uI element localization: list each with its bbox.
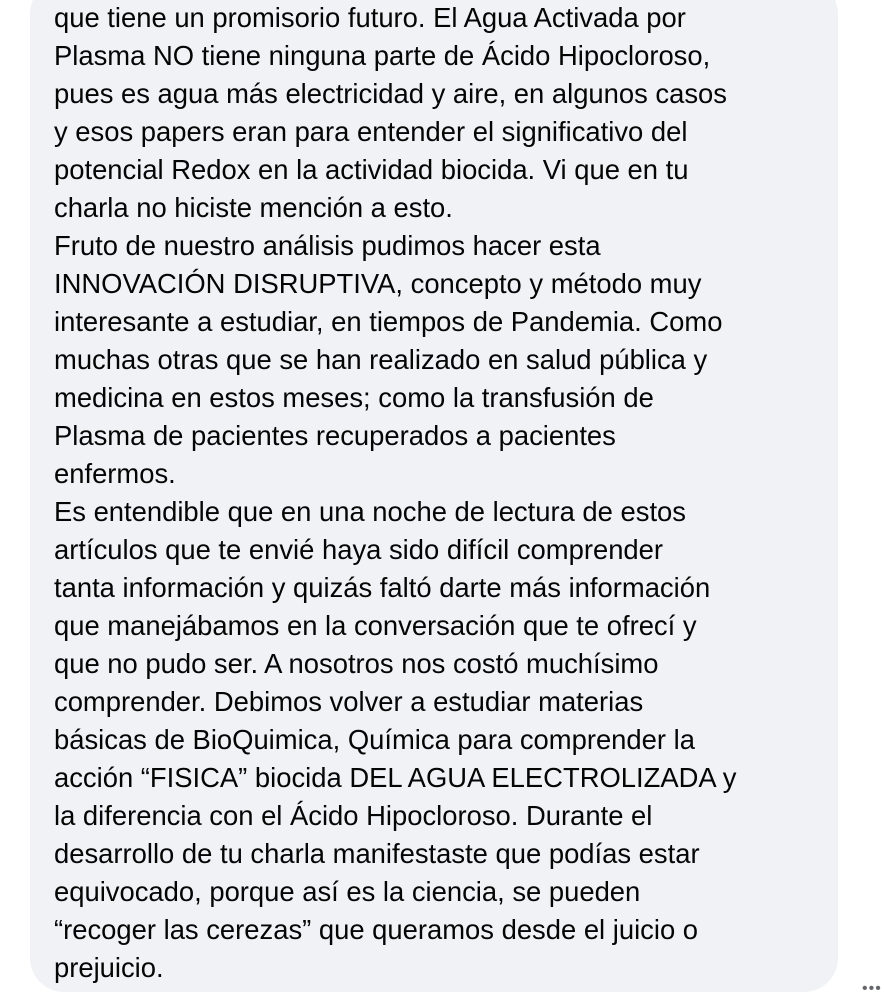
message-line: Plasma de pacientes recuperados a pacientes xyxy=(54,420,616,451)
message-line: charla no hiciste mención a esto. xyxy=(54,192,453,223)
message-line: Plasma NO tiene ninguna parte de Ácido Hipocloroso, xyxy=(54,40,711,71)
message-line: “recoger las cerezas” que queramos desde el juicio o xyxy=(54,914,699,945)
message-line: prejuicio. xyxy=(54,952,164,983)
message-line: la diferencia con el Ácido Hipocloroso. Durante el xyxy=(54,800,653,831)
message-line: equivocado, porque así es la ciencia, se pueden xyxy=(54,876,641,907)
message-line: que manejábamos en la conversación que te ofrecí y xyxy=(54,610,697,641)
message-text xyxy=(54,0,824,987)
message-line: y esos papers eran para entender el significativo del xyxy=(54,116,688,147)
message-line: que tiene un promisorio futuro. El Agua Activada por xyxy=(54,2,686,33)
message-line: Fruto de nuestro análisis pudimos hacer esta xyxy=(54,230,601,261)
message-line: artículos que te envié haya sido difícil comprender xyxy=(54,534,664,565)
message-line: muchas otras que se han realizado en salud pública y xyxy=(54,344,708,375)
message-line: básicas de BioQuimica, Química para comprender la xyxy=(54,724,695,755)
message-line: acción “FISICA” biocida DEL AGUA ELECTROLIZADA y xyxy=(54,762,737,793)
message-line: comprender. Debimos volver a estudiar materias xyxy=(54,686,644,717)
message-line: medicina en estos meses; como la transfusión de xyxy=(54,382,654,413)
message-line: Es entendible que en una noche de lectura de estos xyxy=(54,496,686,527)
message-line: enfermos. xyxy=(54,458,176,489)
message-line: tanta información y quizás faltó darte más información xyxy=(54,572,711,603)
more-options-icon[interactable]: ••• xyxy=(862,980,882,992)
message-line: INNOVACIÓN DISRUPTIVA, concepto y método muy xyxy=(54,268,702,299)
message-line: desarrollo de tu charla manifestaste que podías estar xyxy=(54,838,700,869)
message-line: pues es agua más electricidad y aire, en algunos casos xyxy=(54,78,727,109)
message-line: potencial Redox en la actividad biocida. Vi que en tu xyxy=(54,154,689,185)
message-line: interesante a estudiar, en tiempos de Pandemia. Como xyxy=(54,306,723,337)
message-line: que no pudo ser. A nosotros nos costó muchísimo xyxy=(54,648,659,679)
